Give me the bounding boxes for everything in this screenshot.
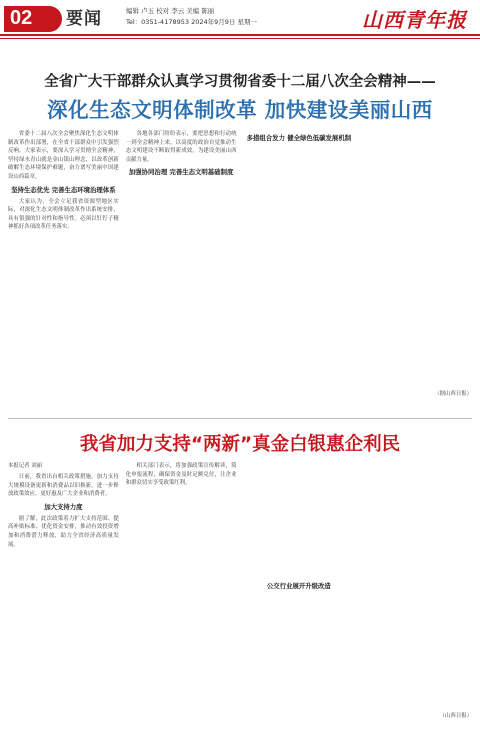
article1-column-4 <box>361 130 472 410</box>
page-header <box>0 0 480 46</box>
article1-body <box>8 130 472 410</box>
article1-subhead: 加强协同治理 完善生态文明基础制度 <box>128 168 234 177</box>
newspaper-logo: 山西青年报 <box>362 8 467 32</box>
article2-byline: 本报记者 刘丽 <box>8 463 43 469</box>
article1-headline: 深化生态文明体制改革 加快建设美丽山西 <box>47 98 433 122</box>
article1-column-1 <box>8 130 119 410</box>
header-rule <box>0 34 480 36</box>
article1-column-3 <box>244 130 355 410</box>
article2-paragraph: 相关部门表示，将加强政策宣传解读，简化申报流程，确保资金及时足额兑付，让企业和群众切实享受政策红利。 <box>125 463 237 487</box>
article1-subhead: 坚持生态优先 完善生态环境治理体系 <box>11 185 116 194</box>
page-number: 02 <box>10 7 33 29</box>
article1-subhead: 多措组合发力 健全绿色低碳发展机制 <box>246 134 352 142</box>
article2-headline: 我省加力支持“两新”真金白银惠企利民 <box>79 434 401 455</box>
article2-subhead: 公交行业展开升级改造 <box>266 582 331 590</box>
article2-column-3 <box>244 462 355 738</box>
page-number-tab <box>4 6 62 32</box>
header-rule-thin <box>0 38 480 39</box>
article2-subhead: 加大支持力度 <box>44 502 83 511</box>
article2-column-4 <box>361 462 472 738</box>
contact-date: Tel：0351-4178953 2024年9月9日 星期一 <box>126 18 257 26</box>
article2-column-1 <box>8 462 119 738</box>
section-divider <box>8 418 472 419</box>
article2-paragraph: 据了解，此次政策着力扩大支持范围、提高补贴标准、优化资金安排，推动有效投资增加和消费潜力释放，助力全省经济高质量发展。 <box>8 515 119 548</box>
article1-credit: （据山西日报） <box>434 391 472 397</box>
article1-paragraph: 各地各部门纷纷表示，要把思想和行动统一到全会精神上来，以高度的政治自觉推动生态文明建设不断取得新成效，为建设美丽山西贡献力量。 <box>125 131 237 163</box>
article1-paragraph: 省委十二届八次全会聚焦深化生态文明体制改革作出部署，在全省干部群众中引发强烈反响。大家表示，要深入学习贯彻全会精神，坚持绿水青山就是金山银山理念，以改革创新破解生态环境保护难题，奋力谱写美丽中国建设山西篇章。 <box>8 131 119 180</box>
article2-column-2 <box>126 462 237 738</box>
section-name: 要闻 <box>66 9 102 29</box>
article2-body <box>8 462 472 738</box>
article1-column-2 <box>126 130 237 410</box>
article1-paragraph: 大家认为，全会立足我省资源型地区实际，对深化生态文明体制改革作出系统安排，具有很强的针对性和指导性。必须以钉钉子精神抓好各项改革任务落实。 <box>8 198 119 231</box>
article2-credit: （山西日报） <box>439 713 472 719</box>
article1-kicker: 全省广大干部群众认真学习贯彻省委十二届八次全会精神—— <box>44 73 436 90</box>
editor-credits: 编辑 卢玉 校对 李云 美编 陈丽 <box>126 7 215 15</box>
article2-paragraph: 日前，我省出台相关政策措施，加力支持大规模设备更新和消费品以旧换新，进一步释放政策效应，更好惠及广大企业和消费者。 <box>8 474 119 498</box>
